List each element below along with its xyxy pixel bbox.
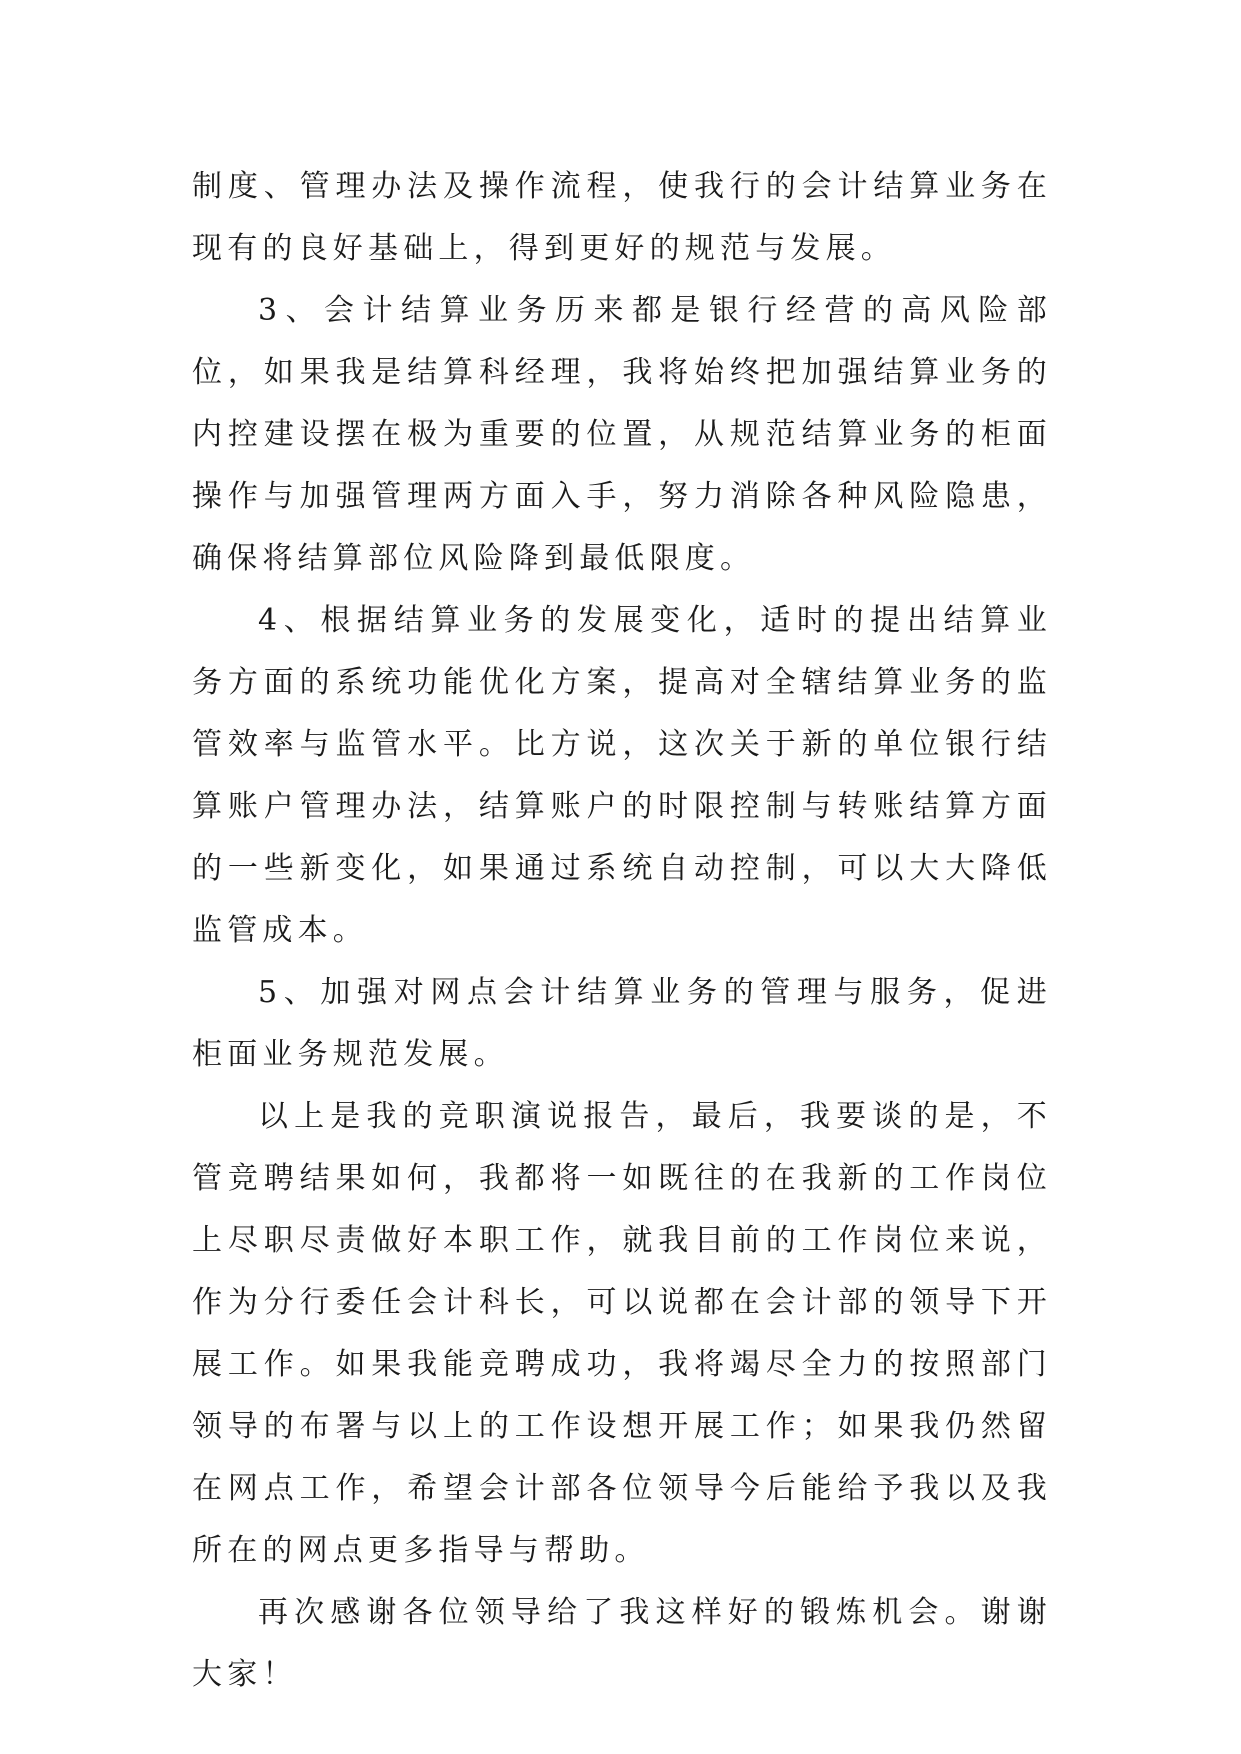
- paragraph-thanks: 再次感谢各位领导给了我这样好的锻炼机会。谢谢大家！: [192, 1595, 1052, 1692]
- paragraph-item-3: 3、会计结算业务历来都是银行经营的高风险部位，如果我是结算科经理，我将始终把加强结算业务的内控建设摆在极为重要的位置，从规范结算业务的柜面操作与加强管理两方面入手，努力消除各种风险隐患，确保将结算部位风险降到最低限度。: [192, 293, 1052, 576]
- document-body: [192, 156, 1052, 1706]
- paragraph-conclusion: 以上是我的竞职演说报告，最后，我要谈的是，不管竞聘结果如何，我都将一如既往的在我新的工作岗位上尽职尽责做好本职工作，就我目前的工作岗位来说，作为分行委任会计科长，可以说都在会计部的领导下开展工作。如果我能竞聘成功，我将竭尽全力的按照部门领导的布署与以上的工作设想开展工作；如果我仍然留在网点工作，希望会计部各位领导今后能给予我以及我所在的网点更多指导与帮助。: [192, 1099, 1052, 1568]
- paragraph-continuation: 制度、管理办法及操作流程，使我行的会计结算业务在现有的良好基础上，得到更好的规范与发展。: [192, 169, 1052, 266]
- paragraph-item-4: 4、根据结算业务的发展变化，适时的提出结算业务方面的系统功能优化方案，提高对全辖结算业务的监管效率与监管水平。比方说，这次关于新的单位银行结算账户管理办法，结算账户的时限控制与转账结算方面的一些新变化，如果通过系统自动控制，可以大大降低监管成本。: [192, 603, 1052, 948]
- paragraph-item-5: 5、加强对网点会计结算业务的管理与服务，促进柜面业务规范发展。: [192, 975, 1052, 1072]
